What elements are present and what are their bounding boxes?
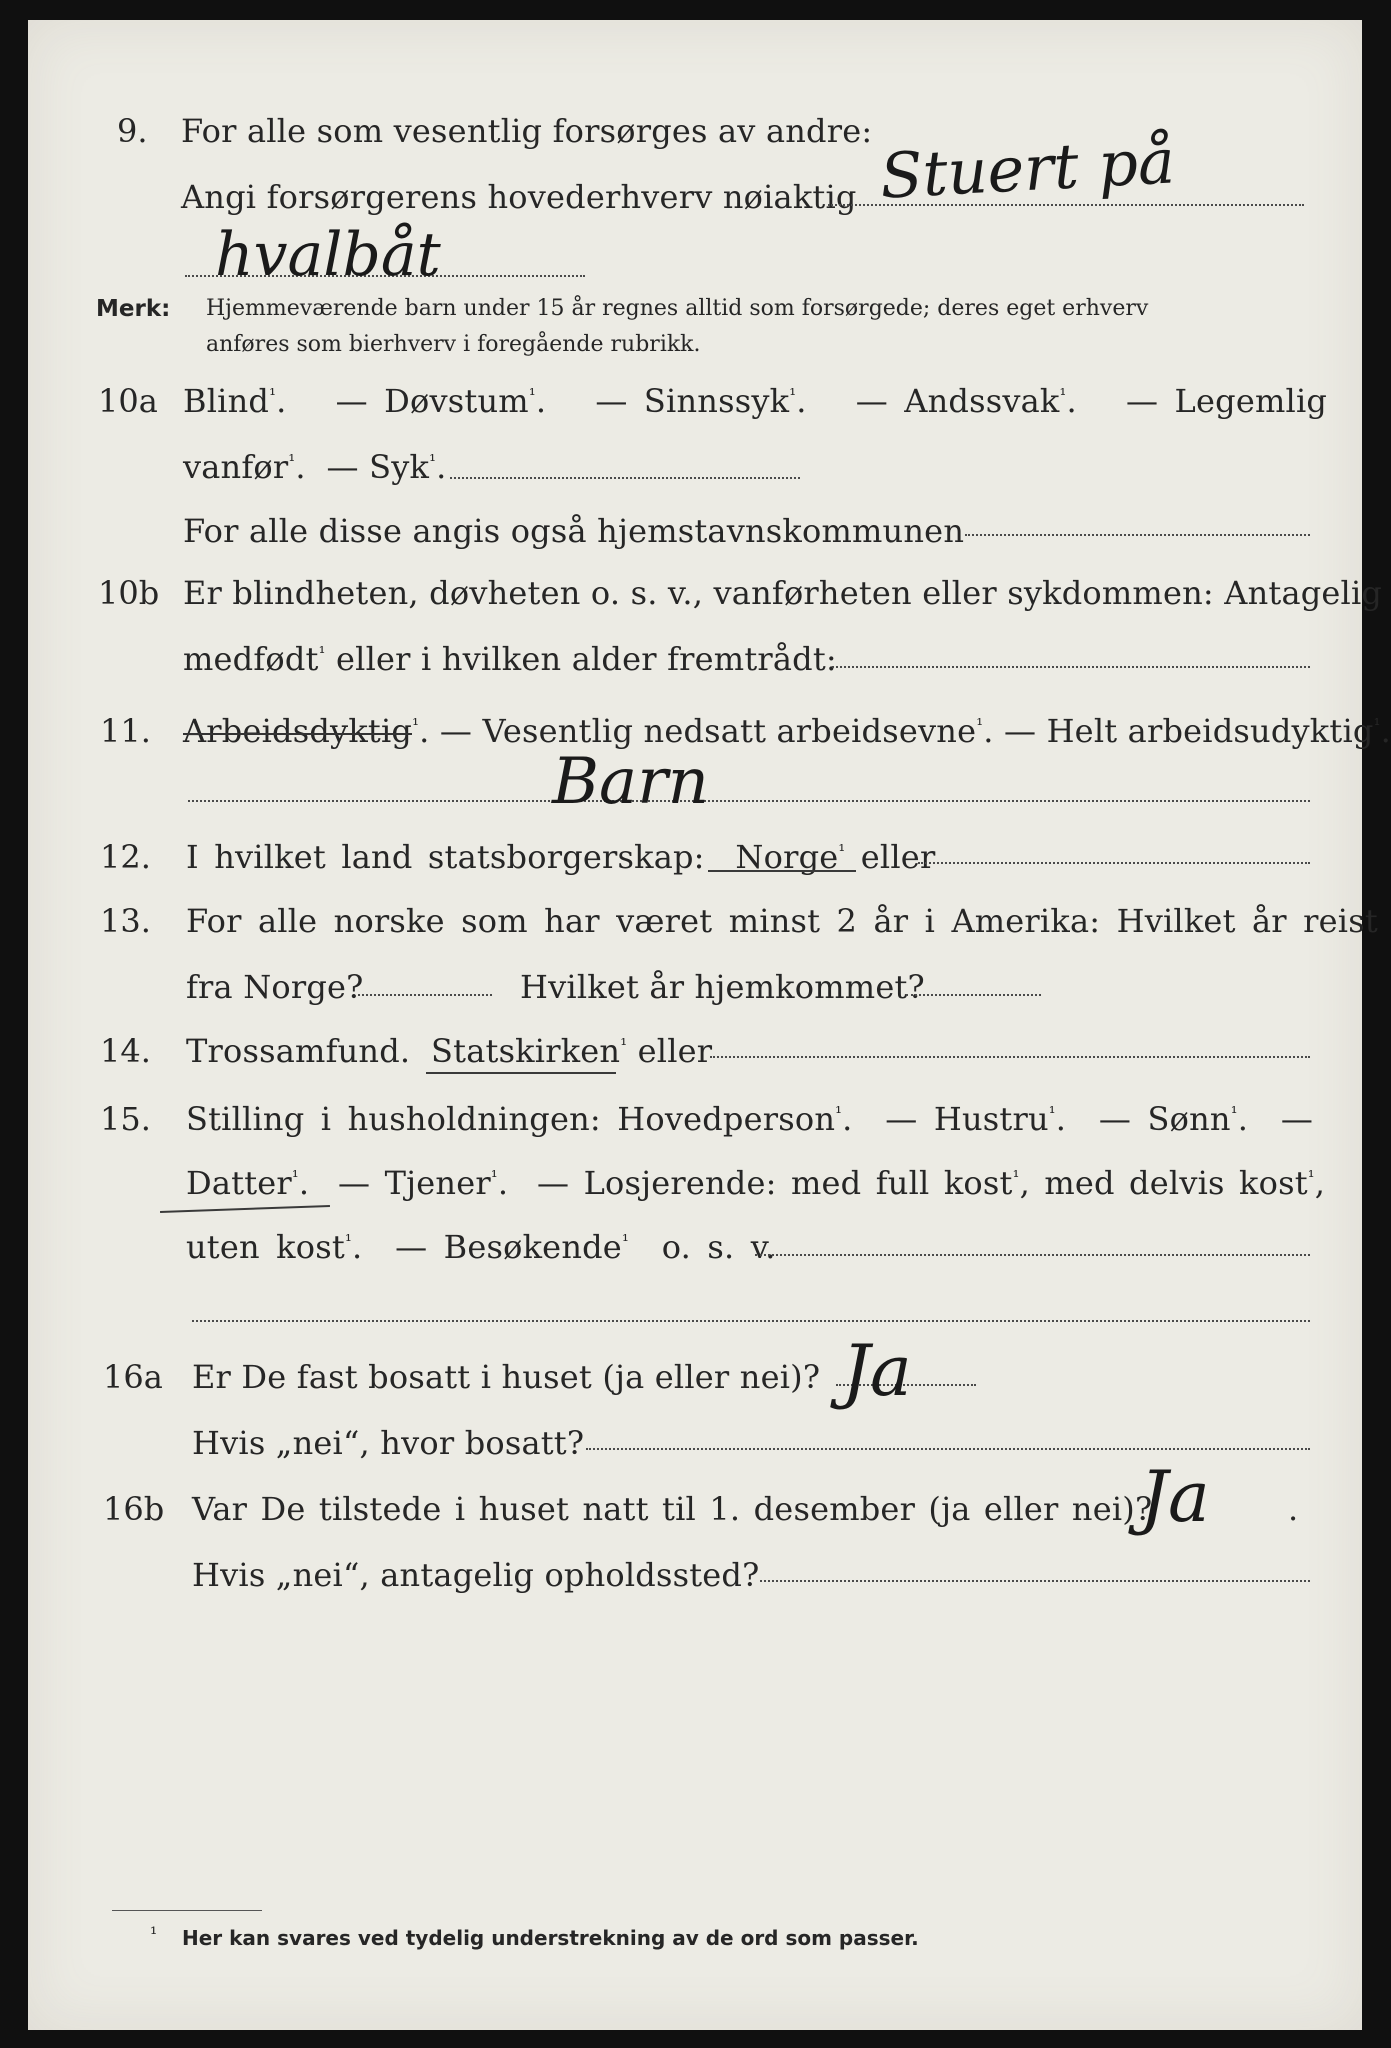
merk-label: Merk:: [96, 296, 171, 322]
norge-underline: [708, 870, 856, 872]
option-besokende: — Besøkende: [395, 1228, 622, 1266]
q10b-number: 10b: [98, 574, 160, 612]
q16b-handwritten: Ja: [1140, 1456, 1210, 1538]
q13-hjemkommet-line: [906, 994, 1041, 996]
q10a-hjemstavn-line: [965, 534, 1310, 536]
footnote-mark: ¹: [150, 1924, 158, 1945]
q15-number: 15.: [100, 1100, 151, 1138]
q11-number: 11.: [100, 712, 151, 750]
q15-line2: Datter$^{^1}$. — Tjener$^{^1}$. — Losjerende: med full kost$^{^1}$, med delvis kost$^{^1}$,: [186, 1164, 1326, 1202]
merk-line1: Hjemmeværende barn under 15 år regnes alltid som forsørgede; deres eget erhverv: [206, 296, 1149, 321]
q16b-number: 16b: [103, 1490, 165, 1528]
q16b-trailing-dot: .: [1288, 1490, 1299, 1528]
q11-line1: Arbeidsdyktig$^{^1}$. — Vesentlig nedsatt arbeidsevne$^{^1}$. — Helt arbeidsudyktig$^{^1}$.: [183, 712, 1391, 750]
q13-reist-line: [358, 994, 492, 996]
q14-answer-line: [710, 1056, 1310, 1058]
q16a-handwritten: Ja: [842, 1330, 912, 1412]
q9-line1: For alle som vesentlig forsørges av andre:: [181, 112, 873, 150]
q13-number: 13.: [100, 902, 151, 940]
option-uten-kost: uten kost: [186, 1228, 345, 1266]
option-dovstum: — Døvstum: [335, 382, 529, 420]
q10b-line2: medfødt$^{^1}$ eller i hvilken alder fremtrådt:: [183, 640, 837, 678]
q16a-line2: Hvis „nei“, hvor bosatt?: [192, 1424, 585, 1462]
census-form-page: [28, 20, 1362, 2030]
q16b-line1: Var De tilstede i huset natt til 1. desember (ja eller nei)?: [192, 1490, 1153, 1528]
q13-hjemkommet: Hvilket år hjemkommet?: [520, 968, 925, 1006]
q12-number: 12.: [100, 838, 151, 876]
q10b-line1: Er blindheten, døvheten o. s. v., vanførheten eller sykdommen: Antagelig: [183, 574, 1383, 612]
q10b-answer-line: [832, 666, 1310, 668]
q11-handwritten: Barn: [552, 745, 709, 819]
q14-number: 14.: [100, 1032, 151, 1070]
q12-answer-line: [918, 862, 1310, 864]
option-nedsatt: — Vesentlig nedsatt arbeidsevne: [439, 712, 977, 750]
q14-line: Trossamfund. Statskirken$^{^1}$ eller: [186, 1032, 713, 1070]
q15-answer-line: [755, 1254, 1310, 1256]
q15-line1: Stilling i husholdningen: Hovedperson$^{^1}$. — Hustru$^{^1}$. — Sønn$^{^1}$. —: [186, 1100, 1314, 1138]
option-sinnssyk: — Sinnssyk: [595, 382, 790, 420]
q9-line2: Angi forsørgerens hovederhverv nøiaktig: [181, 178, 857, 216]
option-arbeidsdyktig: Arbeidsdyktig: [183, 712, 413, 750]
q13-reist: fra Norge?: [186, 968, 364, 1006]
option-vanfor: vanfør: [183, 448, 289, 486]
q9-number: 9.: [117, 112, 148, 150]
option-udyktig: — Helt arbeidsudyktig: [1004, 712, 1374, 750]
q10a-answer-line: [450, 477, 800, 479]
q9-handwritten-occupation-a: Stuert på: [878, 124, 1177, 213]
option-andssvak: — Andssvak: [855, 382, 1060, 420]
option-statskirken: Statskirken: [431, 1032, 621, 1070]
q16b-line2: Hvis „nei“, antagelig opholdssted?: [192, 1556, 760, 1594]
option-sonn: — Sønn: [1098, 1100, 1231, 1138]
option-hustru: — Hustru: [885, 1100, 1049, 1138]
option-tjener: — Tjener: [338, 1164, 491, 1202]
option-norge: Norge: [735, 838, 839, 876]
merk-line2: anføres som bierhverv i foregående rubrikk.: [206, 332, 701, 357]
q16a-bosatt-line: [586, 1448, 1310, 1450]
q10a-line2: vanfør$^{^1}$. — Syk$^{^1}$.: [183, 448, 447, 486]
option-legemlig: — Legemlig: [1125, 382, 1328, 420]
q12-line: I hvilket land statsborgerskap: Norge$^{^1}$ eller: [186, 838, 936, 876]
option-datter: Datter: [186, 1164, 292, 1202]
q10a-number: 10a: [98, 382, 158, 420]
q15-answer-line-2: [192, 1320, 1310, 1322]
q10a-line3: For alle disse angis også hjemstavnskommunen: [183, 512, 965, 550]
option-blind: Blind: [183, 382, 270, 420]
footnote-text: Her kan svares ved tydelig understrekning av de ord som passer.: [182, 1926, 919, 1950]
q16b-opholdssted-line: [760, 1580, 1310, 1582]
q11-answer-line: [188, 800, 1310, 802]
footnote-divider: [112, 1910, 262, 1911]
q13-line1: For alle norske som har været minst 2 år i Amerika: Hvilket år reist: [186, 902, 1378, 940]
q15-line3: uten kost$^{^1}$. — Besøkende$^{^1}$ o. s. v.: [186, 1228, 776, 1266]
q16a-number: 16a: [103, 1358, 163, 1396]
option-medfodt: medfødt: [183, 640, 319, 678]
option-syk: — Syk: [326, 448, 430, 486]
statskirken-underline: [426, 1072, 616, 1074]
q9-handwritten-occupation-b: hvalbåt: [215, 220, 441, 290]
q10a-line1: Blind$^{^1}$. — Døvstum$^{^1}$. — Sinnssyk$^{^1}$. — Andssvak$^{^1}$. — Legemlig: [183, 382, 1328, 420]
q16a-line1: Er De fast bosatt i huset (ja eller nei)?: [192, 1358, 821, 1396]
